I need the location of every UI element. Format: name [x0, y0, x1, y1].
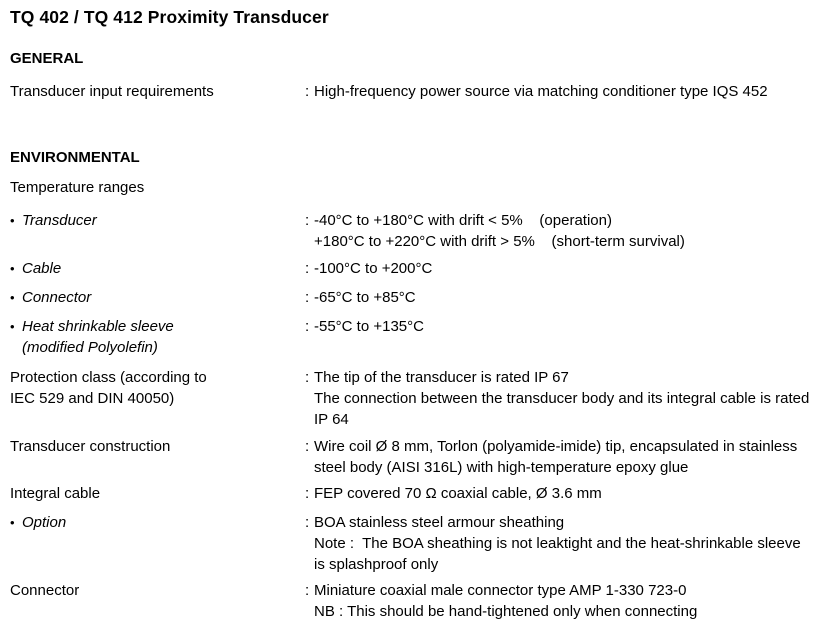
spec-row-input-requirements: [10, 81, 835, 102]
spec-value-line: High-frequency power source via matching conditioner type IQS 452: [314, 83, 768, 100]
colon-separator: :: [305, 582, 310, 599]
colon-separator: :: [305, 318, 310, 335]
bullet-marker: •: [10, 213, 15, 228]
colon-separator: :: [305, 260, 310, 277]
spec-label: Integral cable: [10, 485, 101, 502]
spec-value: [305, 367, 835, 430]
spec-value-line: -55°C to +135°C: [314, 318, 424, 335]
spec-value-line: -40°C to +180°C with drift < 5% (operation): [314, 212, 612, 229]
spec-label: • Transducer: [10, 212, 97, 229]
spec-row-integral-cable: [10, 483, 835, 504]
spec-value-line: The connection between the transducer body and its integral cable is rated: [314, 390, 810, 407]
spec-value: [305, 316, 835, 337]
spec-label: Transducer input requirements: [10, 83, 214, 100]
spec-row-cable-temperature: [10, 258, 835, 279]
colon-separator: :: [305, 289, 310, 306]
section-header-general: GENERAL: [10, 50, 84, 67]
spec-label: • Heat shrinkable sleeve (modified Polyolefin): [10, 318, 174, 356]
subsection-title-temperature-ranges: Temperature ranges: [10, 179, 145, 196]
section-header-environmental: ENVIRONMENTAL: [10, 149, 140, 166]
spec-value-line: BOA stainless steel armour sheathing: [314, 514, 565, 531]
spec-value-line: -100°C to +200°C: [314, 260, 433, 277]
spec-value-line: -65°C to +85°C: [314, 289, 416, 306]
spec-label: • Connector: [10, 289, 92, 306]
spec-value: [305, 258, 835, 279]
spec-value-line: Wire coil Ø 8 mm, Torlon (polyamide-imide) tip, encapsulated in stainless: [314, 438, 798, 455]
spec-row-connector-temperature: [10, 287, 835, 308]
spec-value-line: is splashproof only: [314, 556, 439, 573]
spec-value-line: FEP covered 70 Ω coaxial cable, Ø 3.6 mm: [314, 485, 602, 502]
spec-value: [305, 436, 835, 478]
spec-value: [305, 483, 835, 504]
spec-value-line: Miniature coaxial male connector type AMP 1-330 723-0: [314, 582, 687, 599]
colon-separator: :: [305, 212, 310, 229]
spec-row-sleeve-temperature: [10, 316, 835, 358]
colon-separator: :: [305, 485, 310, 502]
spec-label: • Cable: [10, 260, 62, 277]
bullet-marker: •: [10, 261, 15, 276]
spec-label: Connector: [10, 582, 80, 599]
colon-separator: :: [305, 438, 310, 455]
page-title: TQ 402 / TQ 412 Proximity Transducer: [10, 7, 329, 27]
colon-separator: :: [305, 514, 310, 531]
spec-row-option: [10, 512, 835, 575]
spec-value: [305, 210, 835, 252]
spec-value: [305, 81, 835, 102]
bullet-marker: •: [10, 290, 15, 305]
spec-value-line: IP 64: [314, 411, 349, 428]
spec-row-transducer-construction: [10, 436, 835, 478]
spec-value-line: Note : The BOA sheathing is not leaktight and the heat-shrinkable sleeve: [314, 535, 801, 552]
spec-value-line: The tip of the transducer is rated IP 67: [314, 369, 569, 386]
spec-row-transducer-temperature: [10, 210, 835, 252]
spec-value: [305, 287, 835, 308]
spec-value: [305, 580, 835, 622]
colon-separator: :: [305, 83, 310, 100]
spec-row-protection-class: [10, 367, 835, 430]
spec-value: [305, 512, 835, 575]
spec-value-line: +180°C to +220°C with drift > 5% (short-term survival): [314, 233, 685, 250]
spec-label: Protection class (according to IEC 529 and DIN 40050): [10, 369, 207, 407]
bullet-marker: •: [10, 319, 15, 334]
colon-separator: :: [305, 369, 310, 386]
bullet-marker: •: [10, 515, 15, 530]
spec-label: Transducer construction: [10, 438, 171, 455]
spec-value-line: steel body (AISI 316L) with high-temperature epoxy glue: [314, 459, 689, 476]
spec-value-line: NB : This should be hand-tightened only when connecting: [314, 603, 698, 620]
spec-label: • Option: [10, 514, 67, 531]
spec-row-connector-type: [10, 580, 835, 622]
